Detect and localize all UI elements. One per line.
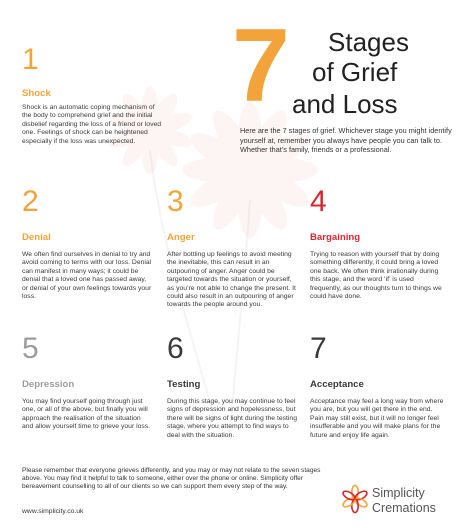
stage-7-acceptance bbox=[310, 333, 446, 440]
stage-3-anger bbox=[167, 186, 297, 310]
footer-note: Please remember that everyone grieves differently, and you may or may not relate to the seven stages above. You may find it helpful to talk to someone, either over the phone or online. Simplicity offer bereavement counselling to all of our clients so we can support them every step of the way. bbox=[22, 467, 321, 491]
stage-number: 1 bbox=[22, 43, 39, 76]
stage-description: We often find ourselves in denial to try and avoid coming to terms with our loss. Denial can manifest in many ways; it could be denial that a loved one has passed away, or denial of your own feelings towards your loss. bbox=[22, 251, 152, 301]
stage-name: Denial bbox=[22, 232, 51, 243]
stage-name: Depression bbox=[22, 379, 75, 390]
intro-paragraph: Here are the 7 stages of grief. Whichever stage you might identify yourself at, remember you always have people you can talk to. Whether that’s family, friends or a professional. bbox=[240, 126, 452, 154]
stage-description: During this stage, you may continue to feel signs of depression and hopelessness, but there will be signs of light during the testing stage, where you attempt to find ways to deal with the situation. bbox=[167, 398, 297, 439]
stage-name: Acceptance bbox=[310, 379, 364, 390]
stage-number: 3 bbox=[167, 185, 184, 218]
stage-number: 5 bbox=[22, 332, 39, 365]
title-line-1: Stages bbox=[328, 27, 409, 57]
stage-number: 7 bbox=[310, 332, 327, 365]
stage-description: Acceptance may feel a long way from where you are, but you will get there in the end. Pain may still exist, but it will no longer feel insufferable and you will make plans for the future and enjoy life again. bbox=[310, 398, 444, 439]
stage-4-bargaining bbox=[310, 186, 446, 301]
stage-description: After bottling up feelings to avoid meeting the inevitable, this can result in an outpouring of anger. Anger could be targeted towards the situation or yourself, as you’re not able to change the present. It could also result in an outpouring of anger towards the people around you. bbox=[167, 251, 296, 309]
simplicity-logo bbox=[340, 484, 470, 524]
title-line-3: and Loss bbox=[292, 89, 398, 119]
stage-description: You may find yourself going through just one, or all of the above, but finally you will approach the realisation of the situation and allow yourself time to grieve your loss. bbox=[22, 398, 151, 431]
stage-name: Testing bbox=[167, 379, 201, 390]
stage-number: 2 bbox=[22, 185, 39, 218]
website-link[interactable]: www.simplicity.co.uk bbox=[22, 508, 84, 515]
stage-name: Bargaining bbox=[310, 232, 361, 243]
stage-1-shock bbox=[22, 44, 164, 146]
big-seven-numeral: 7 bbox=[232, 8, 290, 124]
logo-wordmark-line2: Cremations bbox=[372, 501, 436, 515]
title-line-2: of Grief bbox=[312, 57, 398, 87]
stage-6-testing bbox=[167, 333, 297, 440]
stage-2-denial bbox=[22, 186, 152, 301]
stage-number: 6 bbox=[167, 332, 184, 365]
stage-description: Shock is an automatic coping mechanism of the body to comprehend grief and the initial disbelief regarding the loss of a friend or loved one. Feelings of shock can be heightened especially if the loss was unexpected. bbox=[22, 104, 162, 145]
stage-5-depression bbox=[22, 333, 152, 432]
stage-number: 4 bbox=[310, 185, 327, 218]
stage-name: Anger bbox=[167, 232, 195, 243]
stage-description: Trying to reason with yourself that by doing something differently, it could bring a loved one back. We often think irrationally during this stage, and the word ‘if’ is used frequently, as our thoughts turn to things we could have done. bbox=[310, 251, 442, 301]
flower-logo-icon bbox=[340, 484, 370, 514]
stage-name: Shock bbox=[22, 88, 51, 99]
logo-wordmark-line1: Simplicity bbox=[372, 486, 425, 500]
